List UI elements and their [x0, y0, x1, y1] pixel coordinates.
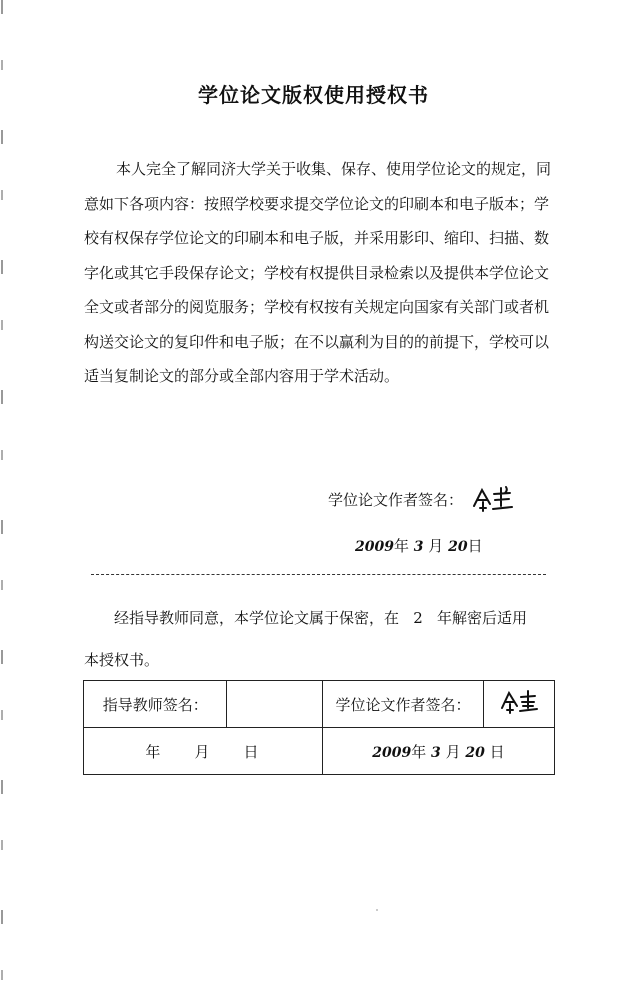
- statement-line: 本；学校有权保存学位论文的印刷本和电子版，并采用影印、缩印、: [84, 194, 550, 247]
- dashed-divider: [91, 574, 546, 575]
- table-row: [84, 681, 555, 728]
- statement-line: 扫描、数字化或其它手段保存论文；学校有权提供目录检索以及提供: [84, 229, 550, 282]
- advisor-date-year-suffix: 年: [145, 742, 163, 761]
- date-month-suffix: 月: [428, 537, 444, 555]
- date-year-suffix: 年: [393, 537, 409, 555]
- author-date-month-suffix: 月: [445, 742, 461, 761]
- author-date-cell: [322, 728, 554, 775]
- confidentiality-text-a: 经指导教师同意，本学位论文属于保密，在: [114, 609, 400, 627]
- date-day-suffix: 日: [467, 537, 483, 555]
- confidentiality-line: [114, 607, 527, 628]
- author-signature-cell: [484, 681, 555, 728]
- advisor-signature-label: 指导教师签名：: [84, 681, 227, 728]
- scan-edge: [1, 0, 3, 990]
- signature-date: [355, 535, 483, 556]
- date-month: 3: [413, 539, 424, 555]
- author-date-year-suffix: 年: [411, 742, 427, 761]
- advisor-signature-cell: [227, 681, 323, 728]
- statement-paragraph: [84, 152, 554, 394]
- advisor-date-cell: [84, 728, 323, 775]
- statement-line: 本人完全了解同济大学关于收集、保存、使用学位论文的规定，: [116, 160, 537, 178]
- signature-label: 学位论文作者签名：: [328, 491, 464, 509]
- statement-line: 提下，学校可以适当复制论文的部分或全部内容用于学术活动。: [84, 332, 550, 385]
- author-date-year: 2009: [372, 744, 412, 761]
- advisor-date-day-suffix: 日: [243, 742, 261, 761]
- signature-table: [83, 680, 555, 775]
- date-year: 2009: [355, 539, 394, 555]
- statement-line: 本学位论文全文或者部分的阅览服务；学校有权按有关规定向国家有: [84, 263, 550, 316]
- author-date-day: 20: [465, 744, 485, 761]
- page-title: 学位论文版权使用授权书: [198, 83, 429, 107]
- author-signature-row: [328, 484, 514, 518]
- author-signature-label: 学位论文作者签名：: [322, 681, 483, 728]
- author-date-day-suffix: 日: [489, 742, 505, 761]
- statement-line: 同意如下各项内容：按照学校要求提交学位论文的印刷本和电子版: [84, 160, 552, 213]
- table-row: [84, 728, 555, 775]
- confidentiality-text-b: 年解密后适用: [437, 609, 528, 627]
- author-date-month: 3: [431, 744, 441, 761]
- handwritten-signature: [499, 688, 539, 716]
- confidentiality-years: 2: [413, 609, 423, 627]
- advisor-date-month-suffix: 月: [194, 742, 212, 761]
- date-day: 20: [448, 539, 468, 555]
- scan-speck: [376, 909, 378, 911]
- confidentiality-line-2: 本授权书。: [84, 651, 160, 669]
- statement-line: 关部门或者机构送交论文的复印件和电子版；在不以赢利为目的的前: [84, 298, 550, 351]
- handwritten-signature: [470, 484, 514, 518]
